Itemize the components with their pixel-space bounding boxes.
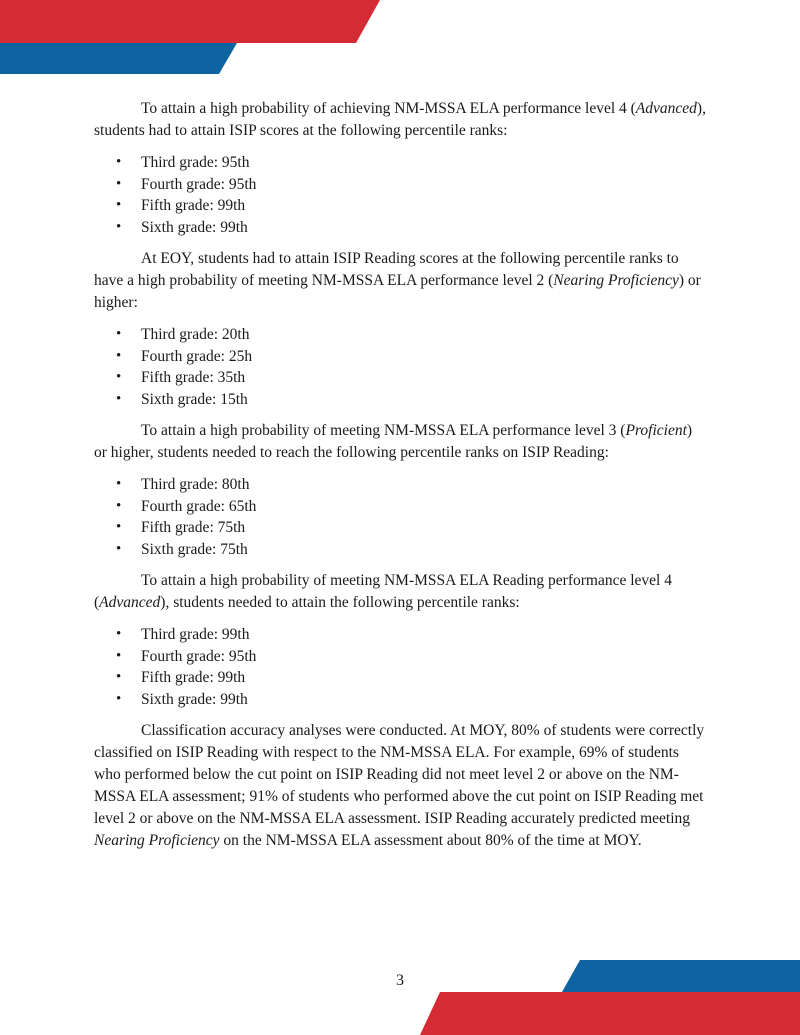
- paragraph-level4-advanced-intro: [94, 98, 706, 142]
- text: ) or higher, students needed to reach the following percentile ranks on ISIP Reading:: [94, 422, 693, 461]
- text: ), students needed to attain the following percentile ranks:: [160, 594, 520, 611]
- text: At EOY, students had to attain ISIP Reading scores at the following percentile ranks to have a high probability of meeting NM-MSSA ELA performance level 2 (: [94, 250, 679, 289]
- list-item: • Fifth grade: 75th: [116, 517, 706, 539]
- paragraph-eoy-level2: [94, 248, 706, 314]
- text: Classification accuracy analyses were conducted. At MOY, 80% of students were correctly classified on ISIP Reading with respect to the NM-MSSA ELA. For example, 69% of students who performed below the cut point on ISIP Reading did not meet level 2 or above on the NM-MSSA ELA assessment; 91% of students who performed above the cut point on ISIP Reading met level 2 or above on the NM-MSSA ELA assessment. ISIP Reading accurately predicted meeting: [94, 722, 705, 827]
- text: To attain a high probability of meeting NM-MSSA ELA Reading performance level 4 (: [94, 572, 672, 611]
- list-item: • Fourth grade: 95th: [116, 646, 706, 668]
- percentile-list-level3: [94, 474, 706, 560]
- percentile-list-level2: [94, 324, 706, 410]
- text: ) or higher:: [94, 272, 701, 311]
- list-item: • Third grade: 20th: [116, 324, 706, 346]
- list-item: • Fifth grade: 99th: [116, 667, 706, 689]
- header-stripe-blue: [0, 43, 237, 74]
- text: To attain a high probability of meeting NM-MSSA ELA performance level 3 (: [141, 422, 626, 439]
- emphasis-nearing-proficiency: Nearing Proficiency: [94, 832, 220, 849]
- list-item: • Sixth grade: 75th: [116, 539, 706, 561]
- list-item: • Sixth grade: 99th: [116, 217, 706, 239]
- emphasis-advanced: Advanced: [99, 594, 161, 611]
- list-item: • Sixth grade: 15th: [116, 389, 706, 411]
- text: ), students had to attain ISIP scores at the following percentile ranks:: [94, 100, 706, 139]
- list-item: • Third grade: 99th: [116, 624, 706, 646]
- emphasis-nearing-proficiency: Nearing Proficiency: [553, 272, 679, 289]
- list-item: • Sixth grade: 99th: [116, 689, 706, 711]
- list-item: • Third grade: 80th: [116, 474, 706, 496]
- list-item: • Fifth grade: 99th: [116, 195, 706, 217]
- list-item: • Fourth grade: 25h: [116, 346, 706, 368]
- list-item: • Fifth grade: 35th: [116, 367, 706, 389]
- paragraph-classification-accuracy: [94, 720, 706, 852]
- footer-stripe-red: [420, 992, 800, 1035]
- page-number: 3: [396, 972, 404, 989]
- paragraph-reading-level4-advanced: [94, 570, 706, 614]
- percentile-list-level4: [94, 152, 706, 238]
- text: To attain a high probability of achieving NM-MSSA ELA performance level 4 (: [141, 100, 636, 117]
- list-item: • Fourth grade: 95th: [116, 174, 706, 196]
- emphasis-proficient: Proficient: [625, 422, 687, 439]
- page-body: [94, 98, 706, 862]
- list-item: • Third grade: 95th: [116, 152, 706, 174]
- percentile-list-reading-level4: [94, 624, 706, 710]
- list-item: • Fourth grade: 65th: [116, 496, 706, 518]
- header-stripe-red: [0, 0, 380, 43]
- paragraph-level3-proficient: [94, 420, 706, 464]
- text: on the NM-MSSA ELA assessment about 80% of the time at MOY.: [219, 832, 642, 849]
- emphasis-advanced: Advanced: [635, 100, 697, 117]
